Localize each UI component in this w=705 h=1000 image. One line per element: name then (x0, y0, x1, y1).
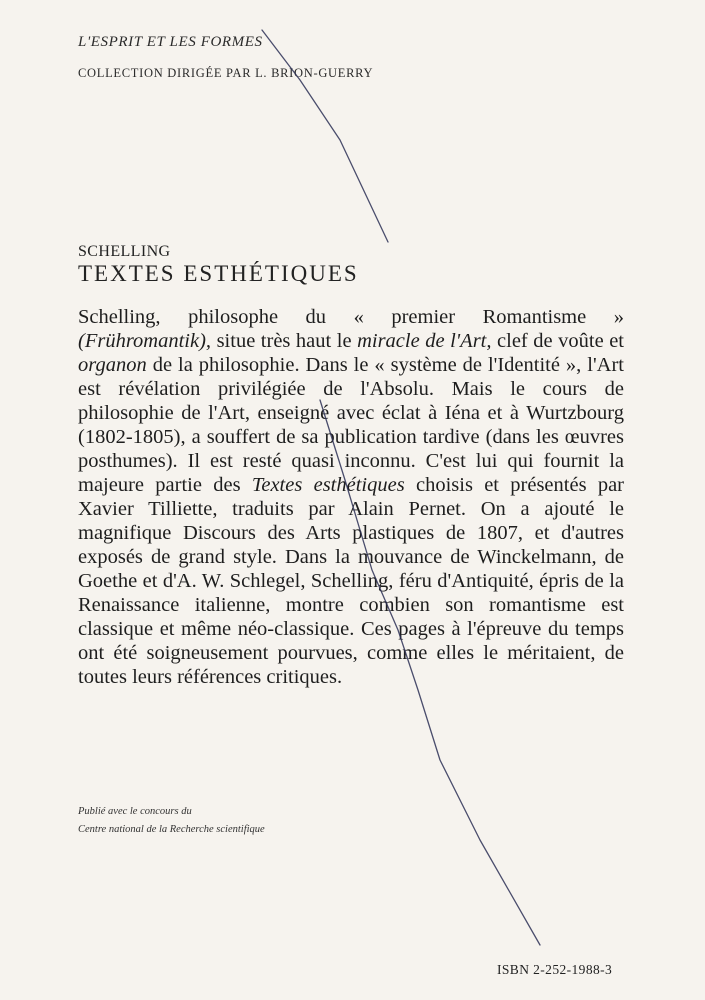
blurb-emphasis: (Frühromantik), (78, 330, 212, 352)
blurb-paragraph (78, 305, 624, 689)
series-name: L'ESPRIT ET LES FORMES (78, 34, 263, 50)
blurb-emphasis: Textes esthétiques (251, 474, 405, 496)
funding-line: Publié avec le concours du (78, 806, 192, 817)
book-title: TEXTES ESTHÉTIQUES (78, 261, 359, 286)
blurb-emphasis: miracle de l'Art, (357, 330, 492, 352)
funding-note (78, 803, 265, 839)
blurb-text: Schelling, philosophe du « premier Romantisme » (78, 306, 624, 328)
blurb-text: situe très haut le (211, 330, 358, 352)
blurb-text: de la philosophie. Dans le « système de l'Identité », l'Art est révélation privilégiée de l'Absolu. Mais le cours de philosophie de l'Art, enseigné avec éclat à Iéna et à Wurtzbourg (1802-1805), a souffert de sa publication tardive (dans les œuvres posthumes). Il est resté quasi inconnu. C'est lui qui fournit la majeure partie des (78, 354, 624, 496)
blurb-text: clef de voûte et (491, 330, 624, 352)
funding-line: Centre national de la Recherche scientifique (78, 824, 265, 835)
blurb-text: choisis et présentés par Xavier Tilliette, traduits par Alain Pernet. On a ajouté le magnifique Discours des Arts plastiques de 1807, et d'autres exposés de grand style. Dans la mouvance de Winckelmann, de Goethe et d'A. W. Schlegel, Schelling, féru d'Antiquité, épris de la Renaissance italienne, montre combien son romantisme est classique et même néo-classique. Ces pages à l'épreuve du temps ont été soigneusement pourvues, comme elles le méritaient, de toutes leurs références critiques. (78, 474, 624, 688)
blurb-emphasis: organon (78, 354, 147, 376)
book-author: SCHELLING (78, 243, 171, 260)
collection-director: COLLECTION DIRIGÉE PAR L. BRION-GUERRY (78, 66, 374, 80)
isbn-number: ISBN 2-252-1988-3 (497, 962, 613, 977)
